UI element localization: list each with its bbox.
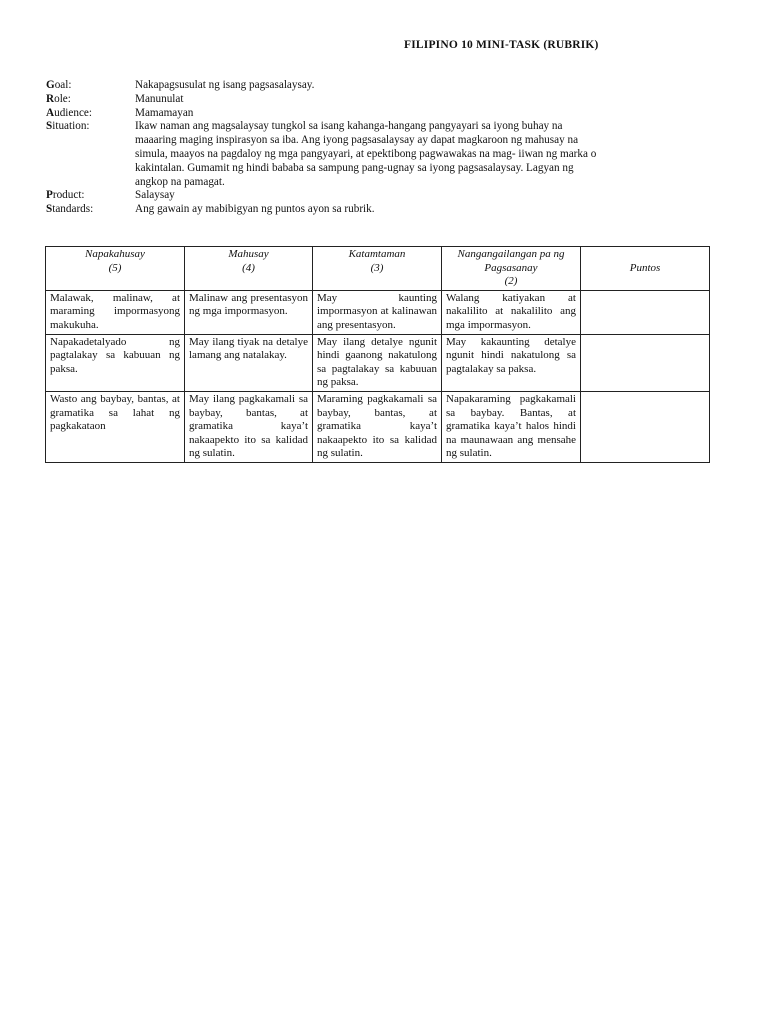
grasps-label: Role: bbox=[46, 92, 71, 105]
score-cell bbox=[581, 334, 710, 391]
grasps-value: Mamamayan bbox=[135, 106, 194, 119]
rubric-cell: Malinaw ang presentasyon ng mga impormasyon. bbox=[185, 290, 313, 334]
grasps-label: Standards: bbox=[46, 203, 94, 216]
rubric-header-cell: Napakahusay (5) bbox=[46, 247, 185, 291]
rubric-header-cell: Puntos bbox=[581, 247, 710, 291]
grasps-value: Manunulat bbox=[135, 92, 184, 105]
rubric-cell: Napakadetalyado ng pagtalakay sa kabuuan ng paksa. bbox=[46, 334, 185, 391]
grasps-label: Product: bbox=[46, 189, 85, 202]
score-cell bbox=[581, 290, 710, 334]
grasps-standards-row bbox=[46, 203, 606, 217]
grasps-situation-row bbox=[46, 120, 606, 189]
grasps-section bbox=[46, 79, 606, 217]
rubric-cell: May kaunting impormasyon at kalinawan ang presentasyon. bbox=[313, 290, 442, 334]
grasps-goal-row bbox=[46, 79, 606, 93]
page-title: FILIPINO 10 MINI-TASK (RUBRIK) bbox=[404, 39, 599, 51]
grasps-label: Goal: bbox=[46, 79, 72, 91]
grasps-label: Audience: bbox=[46, 106, 92, 119]
rubric-cell: Walang katiyakan at nakalilito at nakalilito ang mga impormasyon. bbox=[442, 290, 581, 334]
score-cell bbox=[581, 391, 710, 462]
rubric-cell: May ilang pagkakamali sa baybay, bantas, at gramatika kaya’t nakaapekto ito sa kalidad ng sulatin. bbox=[185, 391, 313, 462]
rubric-cell: May kakaunting detalye ngunit hindi nakatulong sa pagtalakay sa paksa. bbox=[442, 334, 581, 391]
grasps-label: Situation: bbox=[46, 120, 90, 133]
table-row bbox=[46, 334, 710, 391]
grasps-audience-row bbox=[46, 107, 606, 121]
grasps-product-row bbox=[46, 189, 606, 203]
rubric-cell: Napakaraming pagkakamali sa baybay. Bantas, at gramatika kaya’t halos hindi na maunawaan ang mensahe ng sulatin. bbox=[442, 391, 581, 462]
rubric-header-cell: Nangangailangan pa ng Pagsasanay (2) bbox=[442, 247, 581, 291]
grasps-value: Salaysay bbox=[135, 189, 175, 202]
rubric-header-cell: Katamtaman (3) bbox=[313, 247, 442, 291]
table-row bbox=[46, 391, 710, 462]
rubric-cell: Maraming pagkakamali sa baybay, bantas, at gramatika kaya’t nakaapekto ito sa kalidad ng sulatin. bbox=[313, 391, 442, 462]
rubric-cell: May ilang tiyak na detalye lamang ang natalakay. bbox=[185, 334, 313, 391]
rubric-header-cell: Mahusay (4) bbox=[185, 247, 313, 291]
rubric-table bbox=[45, 246, 710, 463]
grasps-value: Nakapagsusulat ng isang pagsasalaysay. bbox=[135, 79, 315, 91]
grasps-value: Ang gawain ay mabibigyan ng puntos ayon sa rubrik. bbox=[135, 203, 375, 216]
rubric-cell: Malawak, malinaw, at maraming impormasyong makukuha. bbox=[46, 290, 185, 334]
grasps-value: Ikaw naman ang magsalaysay tungkol sa isang kahanga-hangang pangyayari sa iyong buhay na maaaring maging inspirasyon sa iba. Ang iyong pagsasalaysay ay dapat magkaroon ng mahusay na simula, maayos na pagdaloy ng mga pangyayari, at epektibong pagwawakas na mag- iiwan ng marka o kakintalan. Gumamit ng hindi bababa sa sampung pang-ugnay sa iyong pagsasalaysay. Lagyan ng angkop na pamagat. bbox=[135, 120, 597, 188]
rubric-cell: Wasto ang baybay, bantas, at gramatika sa lahat ng pagkakataon bbox=[46, 391, 185, 462]
rubric-cell: May ilang detalye ngunit hindi gaanong nakatulong sa pagtalakay sa kabuuan ng paksa. bbox=[313, 334, 442, 391]
table-row bbox=[46, 290, 710, 334]
grasps-role-row bbox=[46, 93, 606, 107]
rubric-header-row bbox=[46, 247, 710, 291]
